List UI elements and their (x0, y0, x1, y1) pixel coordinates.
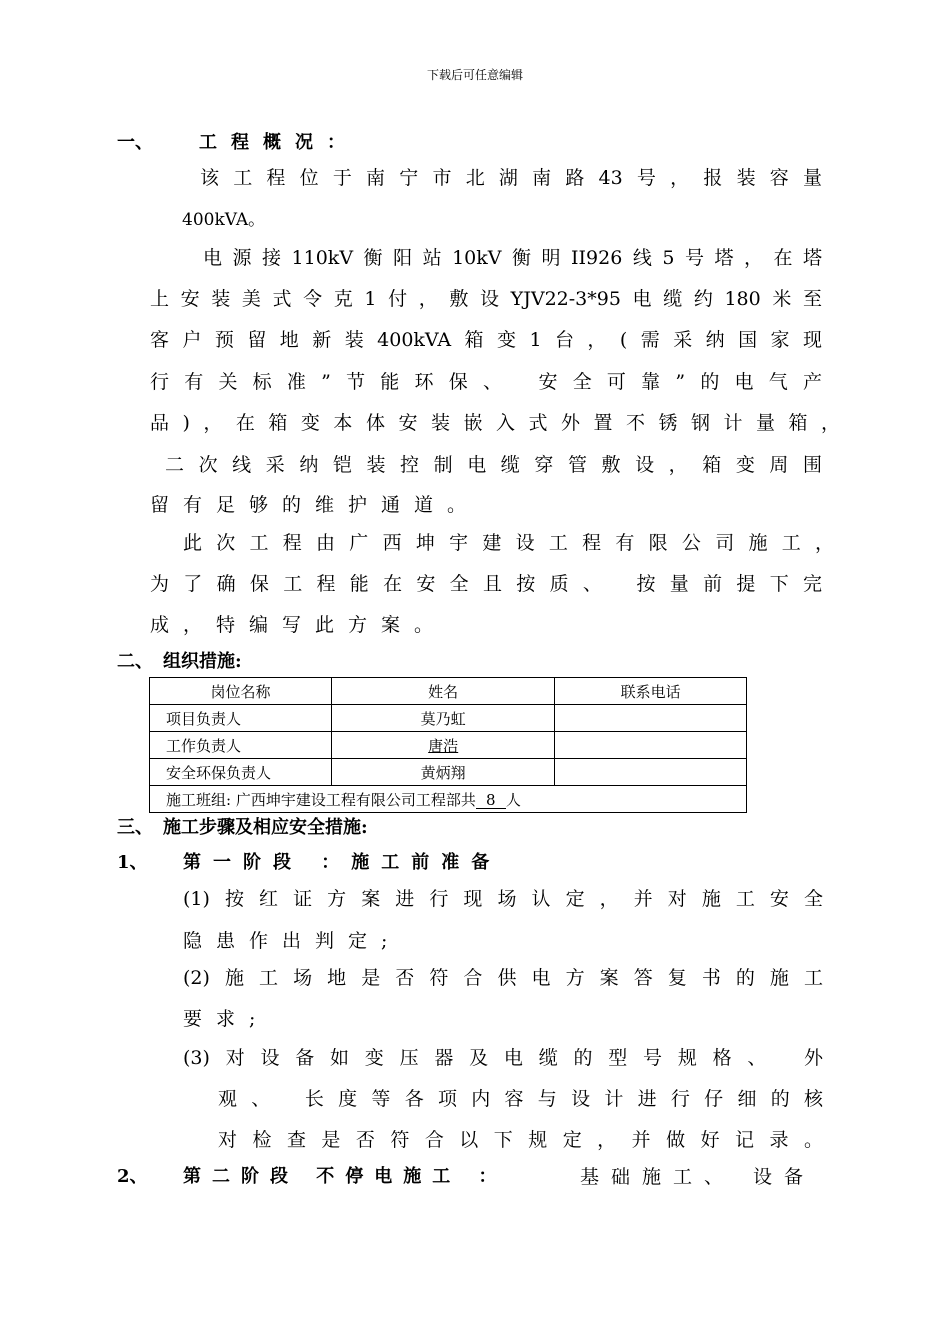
stage-1-line-6: 观、 长度等各项内容与设计进行仔细的核 (218, 1088, 823, 1110)
table-row (150, 759, 747, 786)
s1-line-12: 成，特编写此方案。 (150, 614, 448, 636)
stage-2-title: 第二阶段 不停电施工 ： (183, 1166, 508, 1187)
stage-1-line-4: 要求; (183, 1008, 270, 1030)
stage-1-line-3: (2)施工场地是否符合供电方案答复书的施工 (183, 967, 823, 989)
staff-table (149, 677, 747, 813)
stage-1-title: 第一阶段 ：施工前准备 (183, 852, 502, 873)
cell-phone (555, 705, 747, 732)
cell-phone (555, 759, 747, 786)
s1-line-8: 二次线采纳铠装控制电缆穿管敷设，箱变周围 (165, 454, 822, 476)
header-name: 姓名 (332, 678, 555, 705)
cell-name: 莫乃虹 (332, 705, 555, 732)
section-3-number: 三、 (117, 817, 153, 838)
s1-line-7: 品)，在箱变本体安装嵌入式外置不锈钢计量箱， (150, 412, 840, 434)
s1-line-11: 为了确保工程能在安全且按质、 按量前提下完 (150, 573, 822, 595)
team-summary (150, 786, 747, 813)
stage-1-line-5: (3)对设备如变压器及电缆的型号规格、 外 (183, 1047, 823, 1069)
cell-position: 安全环保负责人 (150, 759, 332, 786)
stage-1-line-7: 对检查是否符合以下规定，并做好记录。 (218, 1129, 823, 1151)
stage-1-line-2: 隐患作出判定; (183, 930, 402, 952)
cell-phone (555, 732, 747, 759)
s1-line-10: 此次工程由广西坤宇建设工程有限公司施工， (183, 532, 834, 554)
s1-line-4: 上安装美式令克1付，敷设YJV22-3*95电缆约180米至 (150, 288, 822, 310)
section-1-number: 一、 (117, 132, 153, 153)
team-summary-suffix: 人 (505, 790, 521, 809)
s1-line-3: 电源接110kV衡阳站10kV衡明II926线5号塔，在塔 (203, 247, 822, 269)
team-summary-prefix: 施工班组: 广西坤宇建设工程有限公司工程部共 (166, 790, 476, 809)
page-header: 下载后可任意编辑 (426, 68, 523, 82)
header-phone: 联系电话 (555, 678, 747, 705)
header-position: 岗位名称 (150, 678, 332, 705)
s1-line-1: 该工程位于南宁市北湖南路43号，报装容量 (200, 167, 822, 189)
stage-1-line-1: (1)按红证方案进行现场认定，并对施工安全 (183, 888, 823, 910)
cell-name-wrap (332, 732, 555, 759)
section-2-number: 二、 (117, 651, 153, 672)
s1-line-6: 行有关标准”节能环保、 安全可靠”的电气产 (150, 371, 822, 393)
cell-position: 项目负责人 (150, 705, 332, 732)
cell-name: 黄炳翔 (332, 759, 555, 786)
s1-line-9: 留有足够的维护通道。 (150, 494, 481, 516)
stage-2-text: 基础施工、 设备 (580, 1166, 816, 1188)
s1-line-5: 客户预留地新装400kVA箱变1台，(需采纳国家现 (150, 329, 822, 351)
section-3-title: 施工步骤及相应安全措施: (163, 817, 368, 838)
team-count: 8 (476, 792, 506, 809)
table-row (150, 705, 747, 732)
cell-position: 工作负责人 (150, 732, 332, 759)
stage-1-number: 1、 (117, 852, 148, 873)
s1-line-2: 400kVA。 (182, 210, 266, 230)
table-footer-row (150, 786, 747, 813)
cell-name: 唐浩 (428, 736, 459, 755)
stage-2-number: 2、 (117, 1166, 148, 1187)
section-1-title: 工程概况： (199, 132, 359, 153)
table-row (150, 732, 747, 759)
table-header-row (150, 678, 747, 705)
section-2-title: 组织措施: (163, 651, 242, 672)
